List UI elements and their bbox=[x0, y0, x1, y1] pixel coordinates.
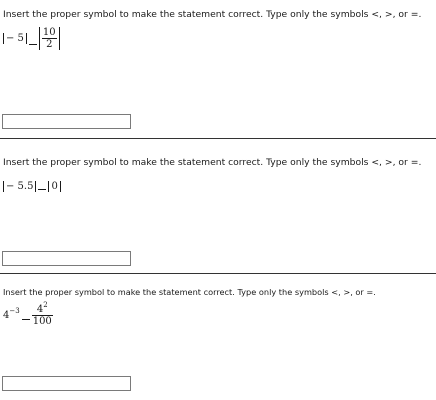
question-2-expression bbox=[3, 180, 61, 192]
question-1-fraction-numerator: 10 bbox=[42, 27, 56, 38]
question-1-prompt: Insert the proper symbol to make the statement correct. Type only the symbols <, >, or =. bbox=[3, 9, 422, 20]
question-3-blank bbox=[22, 310, 30, 320]
question-3-fraction-numerator: $4^2$ bbox=[32, 300, 53, 316]
question-3-answer-input[interactable] bbox=[2, 376, 131, 391]
question-1-fraction-denominator: 2 bbox=[46, 39, 53, 50]
question-3-fraction bbox=[32, 300, 53, 327]
question-2-answer-input[interactable] bbox=[2, 251, 131, 266]
question-2-blank bbox=[38, 180, 46, 190]
section-divider-2 bbox=[0, 273, 436, 274]
question-2-right-absolute-value: 0 bbox=[48, 181, 60, 192]
question-3-prompt: Insert the proper symbol to make the statement correct. Type only the symbols <, >, or =. bbox=[3, 287, 376, 297]
question-1-fraction bbox=[42, 27, 57, 50]
question-2-prompt: Insert the proper symbol to make the statement correct. Type only the symbols <, >, or =. bbox=[3, 157, 422, 168]
question-1-left-absolute-value: − 5 bbox=[3, 33, 27, 44]
question-3-expression bbox=[3, 300, 53, 327]
question-2-left-absolute-value: − 5.5 bbox=[3, 181, 36, 192]
question-1-expression bbox=[3, 27, 60, 50]
question-3-fraction-denominator: 100 bbox=[32, 316, 52, 327]
section-divider-1 bbox=[0, 138, 436, 139]
question-1-answer-input[interactable] bbox=[2, 114, 131, 129]
question-1-right-absolute-value bbox=[39, 27, 60, 50]
question-1-blank bbox=[29, 35, 37, 45]
question-3-power: $4^{-3}$ bbox=[3, 306, 20, 321]
